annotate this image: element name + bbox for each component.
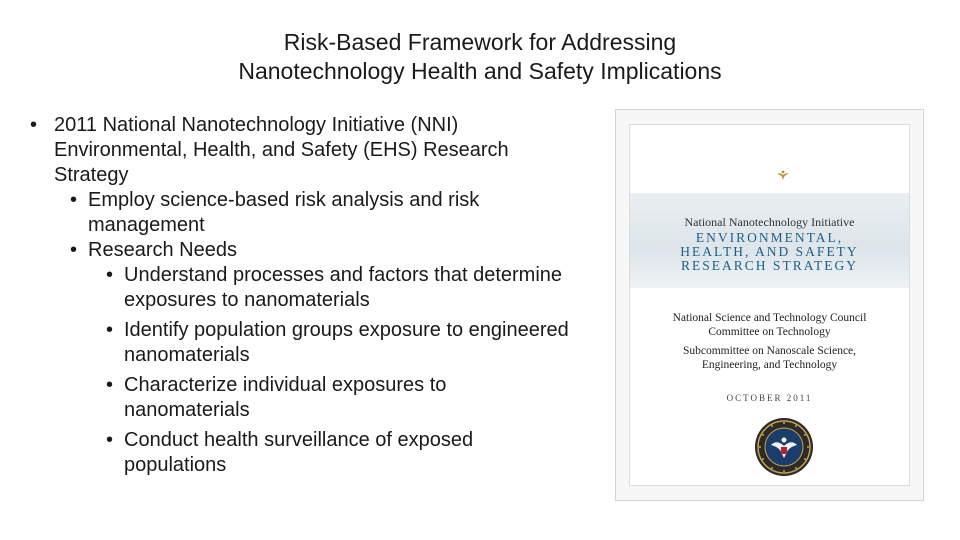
cover-sub-line-1: Subcommittee on Nanoscale Science, (682, 345, 857, 357)
bullet-need-4-text: Conduct health surveillance of exposed populations (124, 429, 474, 476)
cover-title-line-3: RESEARCH STRATEGY (681, 258, 858, 273)
bullet-list (30, 113, 570, 478)
bullet-main (30, 113, 570, 188)
cover-council (630, 311, 909, 372)
bullet-dot: • (106, 319, 114, 341)
cover-date: OCTOBER 2011 (726, 393, 813, 403)
cover-report-title (630, 231, 909, 273)
bullet-need-4 (30, 428, 570, 478)
title-line-1: Risk-Based Framework for Addressing (283, 29, 677, 55)
bullet-dot: • (106, 429, 114, 451)
bullet-sub-2-text: Research Needs (88, 239, 237, 261)
bullet-need-3 (30, 373, 570, 423)
cover-council-line-1: National Science and Technology Council (672, 312, 867, 324)
cover-council-line-2: Committee on Technology (708, 326, 831, 338)
bullet-sub-2 (30, 238, 570, 263)
bullet-dot: • (106, 264, 114, 286)
presidential-seal-icon (754, 417, 814, 477)
cover-title-line-2: HEALTH, AND SAFETY (680, 244, 859, 259)
report-cover-page (629, 124, 910, 486)
bullet-dot: • (106, 374, 114, 396)
bullet-main-text: 2011 National Nanotechnology Initiative (NNI) Environmental, Health, and Safety (EHS) Research Strategy (54, 114, 509, 186)
bullet-sub-1-text: Employ science-based risk analysis and risk management (88, 189, 480, 236)
cover-title-line-1: ENVIRONMENTAL, (695, 230, 844, 245)
report-cover-image (615, 109, 924, 501)
eagle-crest-icon (776, 169, 790, 181)
bullet-dot: • (70, 239, 78, 261)
bullet-sub-1 (30, 188, 570, 238)
title-line-2: Nanotechnology Health and Safety Implications (238, 58, 722, 84)
bullet-need-1-text: Understand processes and factors that determine exposures to nanomaterials (124, 264, 563, 311)
slide-title (0, 28, 960, 86)
bullet-dot: • (30, 114, 38, 136)
cover-sub-line-2: Engineering, and Technology (701, 359, 838, 371)
bullet-need-1 (30, 263, 570, 313)
bullet-need-3-text: Characterize individual exposures to nanomaterials (124, 374, 447, 421)
bullet-need-2-text: Identify population groups exposure to engineered nanomaterials (124, 319, 569, 366)
bullet-need-2 (30, 318, 570, 368)
bullet-dot: • (70, 189, 78, 211)
cover-nni-heading: National Nanotechnology Initiative (684, 215, 855, 229)
